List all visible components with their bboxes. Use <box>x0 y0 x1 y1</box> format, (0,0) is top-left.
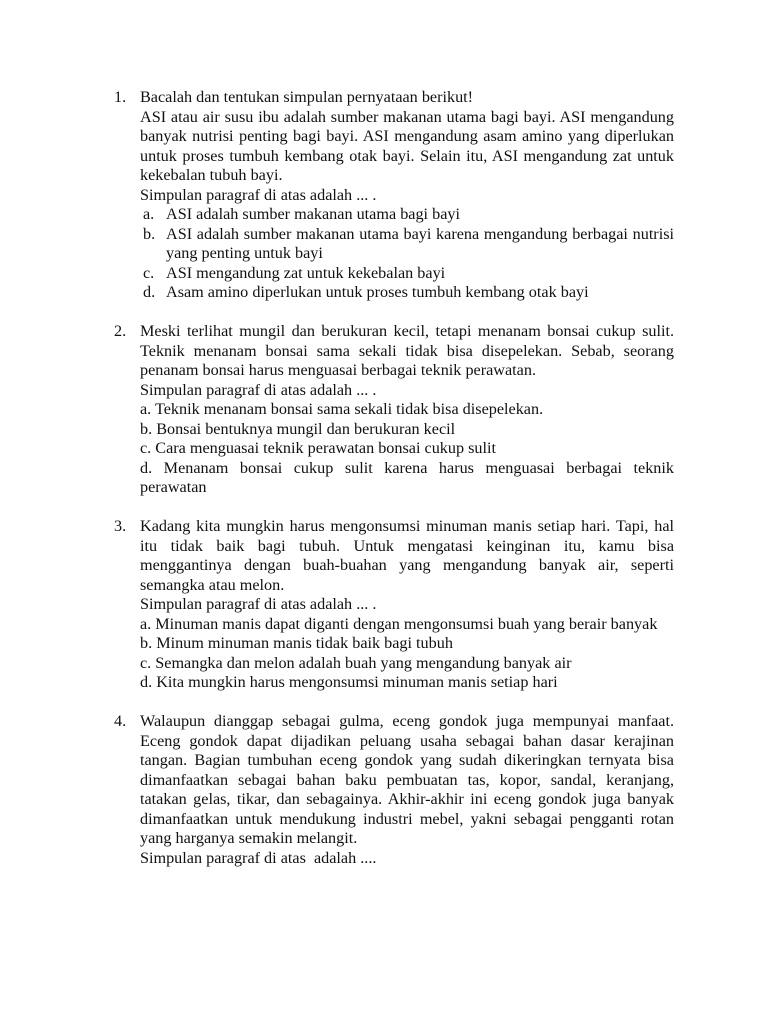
answer-option-a: a. Teknik menanam bonsai sama sekali tidak bisa disepelekan. <box>140 400 544 418</box>
question-2 <box>114 322 674 498</box>
question-number: 3. <box>114 517 127 535</box>
question-1 <box>114 88 674 303</box>
option-letter: c. <box>143 263 155 282</box>
answer-option-d: d. Kita mungkin harus mengonsumsi minuman manis setiap hari <box>140 673 558 691</box>
answer-option-b: b. Minum minuman manis tidak baik bagi tubuh <box>140 634 453 652</box>
option-letter: b. <box>143 224 156 243</box>
option-letter: a. <box>143 205 155 223</box>
question-paragraph: Meski terlihat mungil dan berukuran kecil, tetapi menanam bonsai cukup sulit. Teknik menanam bonsai sama sekali tidak bisa disepelekan. Sebab, seorang penanam bonsai harus menguasai berbagai teknik perawatan. <box>140 322 674 379</box>
question-paragraph: ASI atau air susu ibu adalah sumber makanan utama bagi bayi. ASI mengandung banyak nutrisi penting bagi bayi. ASI mengandung asam amino yang diperlukan untuk proses tumbuh kembang otak bayi. Selain itu, ASI mengandung zat untuk kekebalan tubuh bayi. <box>140 107 674 184</box>
question-4 <box>114 712 674 868</box>
question-3 <box>114 517 674 693</box>
question-prompt: Simpulan paragraf di atas adalah .... <box>140 848 377 867</box>
question-number: 2. <box>114 322 127 340</box>
answer-options <box>140 205 674 303</box>
option-text: ASI adalah sumber makanan utama bagi bayi <box>166 205 460 223</box>
question-instruction: Bacalah dan tentukan simpulan pernyataan berikut! <box>140 88 474 106</box>
answer-options <box>140 615 674 693</box>
answer-option-d: d. Menanam bonsai cukup sulit karena harus menguasai berbagai teknik perawatan <box>140 458 674 496</box>
answer-option-c <box>140 264 674 284</box>
question-prompt: Simpulan paragraf di atas adalah ... . <box>140 185 377 204</box>
answer-option-a: a. Minuman manis dapat diganti dengan mengonsumsi buah yang berair banyak <box>140 614 658 633</box>
answer-option-c: c. Cara menguasai teknik perawatan bonsai cukup sulit <box>140 439 497 457</box>
answer-option-b: b. Bonsai bentuknya mungil dan berukuran kecil <box>140 419 456 438</box>
answer-option-c: c. Semangka dan melon adalah buah yang mengandung banyak air <box>140 653 572 672</box>
question-prompt: Simpulan paragraf di atas adalah ... . <box>140 595 377 613</box>
option-text: ASI adalah sumber makanan utama bayi karena mengandung berbagai nutrisi yang penting untuk bayi <box>166 224 674 262</box>
question-paragraph: Walaupun dianggap sebagai gulma, eceng gondok juga mempunyai manfaat. Eceng gondok dapat dijadikan peluang usaha sebagai bahan dasar kerajinan tangan. Bagian tumbuhan eceng gondok yang sudah dikeringkan ternyata bisa dimanfaatkan sebagai bahan baku pembuatan tas, kopor, sandal, keranjang, tatakan gelas, tikar, dan sebagainya. Akhir-akhir ini eceng gondok juga banyak dimanfaatkan untuk mendukung industri mebel, yakni sebagai pengganti rotan yang harganya semakin melangit. <box>140 712 674 847</box>
answer-option-d <box>140 283 674 303</box>
option-letter: d. <box>143 283 156 301</box>
question-prompt: Simpulan paragraf di atas adalah ... . <box>140 380 377 399</box>
option-text: ASI mengandung zat untuk kekebalan bayi <box>166 263 446 282</box>
answer-option-a <box>140 205 674 225</box>
question-number: 4. <box>114 712 127 730</box>
question-paragraph: Kadang kita mungkin harus mengonsumsi minuman manis setiap hari. Tapi, hal itu tidak baik bagi tubuh. Untuk mengatasi keinginan itu, kamu bisa menggantinya dengan buah-buahan yang mengandung banyak air, seperti semangka atau melon. <box>140 517 674 594</box>
option-text: Asam amino diperlukan untuk proses tumbuh kembang otak bayi <box>166 283 589 301</box>
question-number: 1. <box>114 88 127 106</box>
answer-option-b <box>140 225 674 264</box>
answer-options <box>140 400 674 498</box>
